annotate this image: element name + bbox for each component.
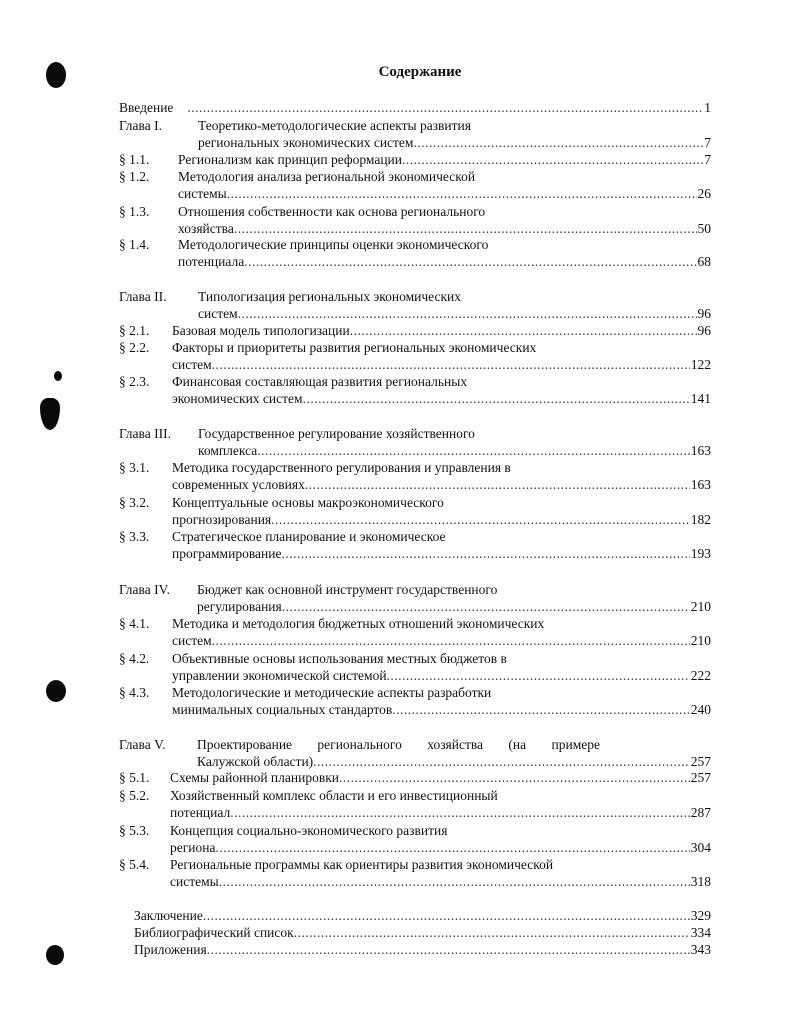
toc-page: 141 xyxy=(690,391,711,406)
toc-page: 257 xyxy=(690,754,711,769)
toc-label: Глава V. xyxy=(119,737,166,752)
toc-text: Теоретико-методологические аспекты развития xyxy=(198,118,471,133)
toc-page: 287 xyxy=(690,805,711,820)
toc-text: Методология анализа региональной экономической xyxy=(178,169,476,184)
toc-label: Глава II. xyxy=(119,289,167,304)
toc-page: 50 xyxy=(697,221,711,236)
toc-text: Хозяйственный комплекс области и его инвестиционный xyxy=(170,788,498,803)
toc-text-cont: экономических систем xyxy=(172,391,303,406)
toc-label: § 4.1. xyxy=(119,616,150,631)
toc-text-cont: Калужской области) xyxy=(197,754,314,769)
toc-text-cont: систем xyxy=(198,306,238,321)
toc-label: Глава III. xyxy=(119,426,171,441)
toc-page: 26 xyxy=(697,186,711,201)
toc-label: § 2.1. xyxy=(119,323,150,338)
toc-text-cont: системы xyxy=(170,874,219,889)
toc-text: Финансовая составляющая развития региональных xyxy=(172,374,468,389)
toc-page: 193 xyxy=(690,546,711,561)
toc-page: 210 xyxy=(690,599,711,614)
toc-page: 7 xyxy=(704,135,711,150)
toc-label: § 5.2. xyxy=(119,788,150,803)
toc-text: Стратегическое планирование и экономическое xyxy=(172,529,446,544)
toc-page: 304 xyxy=(690,840,711,855)
toc-page: 122 xyxy=(690,357,711,372)
toc-text-cont: минимальных социальных стандартов xyxy=(172,702,393,717)
toc-text: Методика и методология бюджетных отношений экономических xyxy=(172,616,545,631)
toc-text-cont: программирование xyxy=(172,546,282,561)
toc-text-cont: современных условиях xyxy=(172,477,305,492)
toc-page: 163 xyxy=(690,477,711,492)
toc-label: § 1.2. xyxy=(119,169,150,184)
toc-label: Заключение xyxy=(134,908,203,923)
toc-text-cont: региона xyxy=(170,840,216,855)
toc-text-cont: систем xyxy=(172,357,212,372)
toc-label: § 1.1. xyxy=(119,152,150,167)
toc-label: § 1.3. xyxy=(119,204,150,219)
toc-text-cont: прогнозирования xyxy=(172,512,272,527)
toc-text: Базовая модель типологизации xyxy=(172,323,350,338)
toc-page: 343 xyxy=(690,942,711,957)
toc-text: Методика государственного регулирования и управления в xyxy=(172,460,511,475)
toc-text-cont: регулирования xyxy=(197,599,282,614)
toc-text: Отношения собственности как основа регионального xyxy=(178,204,486,219)
toc-page: 182 xyxy=(690,512,711,527)
toc-page: 1 xyxy=(704,100,711,115)
toc-label: Глава IV. xyxy=(119,582,170,597)
toc-label: Библиографический список xyxy=(134,925,294,940)
toc-text-cont: региональных экономических систем xyxy=(198,135,414,150)
toc-text-cont: систем xyxy=(172,633,212,648)
toc-page: 96 xyxy=(697,323,711,338)
toc-page: 240 xyxy=(690,702,711,717)
toc-page: 210 xyxy=(690,633,711,648)
toc-label: § 3.1. xyxy=(119,460,150,475)
toc-text: Методологические принципы оценки экономического xyxy=(178,237,489,252)
toc-label: Глава I. xyxy=(119,118,162,133)
toc-label: Приложения xyxy=(134,942,207,957)
toc-text: Концептуальные основы макроэкономического xyxy=(172,495,444,510)
toc-page: 7 xyxy=(704,152,711,167)
toc-text: Бюджет как основной инструмент государственного xyxy=(197,582,498,597)
toc-label: § 2.2. xyxy=(119,340,150,355)
toc-text: Проектирование регионального хозяйства (на примере xyxy=(197,737,600,752)
toc-text-cont: хозяйства xyxy=(178,221,234,236)
toc-label: § 5.1. xyxy=(119,770,150,785)
toc-label: § 5.4. xyxy=(119,857,150,872)
toc-page: 163 xyxy=(690,443,711,458)
toc-page: 68 xyxy=(697,254,711,269)
toc-text-cont: потенциала xyxy=(178,254,245,269)
toc-text: Факторы и приоритеты развития региональных экономических xyxy=(172,340,537,355)
toc-text-cont: комплекса xyxy=(198,443,258,458)
toc-text: Схемы районной планировки xyxy=(170,770,339,785)
toc-text: Типологизация региональных экономических xyxy=(198,289,461,304)
toc-page: 222 xyxy=(690,668,711,683)
toc-label: § 2.3. xyxy=(119,374,150,389)
toc-text-cont: потенциал xyxy=(170,805,231,820)
toc-text: Методологические и методические аспекты разработки xyxy=(172,685,492,700)
toc-text-cont: управлении экономической системой xyxy=(172,668,387,683)
toc-label: § 5.3. xyxy=(119,823,150,838)
toc-page: 257 xyxy=(690,770,711,785)
toc-label: § 3.3. xyxy=(119,529,150,544)
toc-page: 96 xyxy=(697,306,711,321)
toc-page: 329 xyxy=(690,908,711,923)
toc-text-cont: системы xyxy=(178,186,227,201)
toc-label: Введение xyxy=(119,100,174,115)
toc-text: Концепция социально-экономического развития xyxy=(170,823,448,838)
toc-text: Региональные программы как ориентиры развития экономической xyxy=(170,857,554,872)
toc-label: § 4.3. xyxy=(119,685,150,700)
toc-label: § 3.2. xyxy=(119,495,150,510)
toc-label: § 1.4. xyxy=(119,237,150,252)
toc-text: Регионализм как принцип реформации xyxy=(178,152,403,167)
toc-text: Государственное регулирование хозяйственного xyxy=(198,426,475,441)
toc-page: 318 xyxy=(690,874,711,889)
page-title: Содержание xyxy=(378,64,462,80)
toc-text: Объективные основы использования местных бюджетов в xyxy=(172,651,507,666)
toc-label: § 4.2. xyxy=(119,651,150,666)
toc-page: 334 xyxy=(690,925,711,940)
